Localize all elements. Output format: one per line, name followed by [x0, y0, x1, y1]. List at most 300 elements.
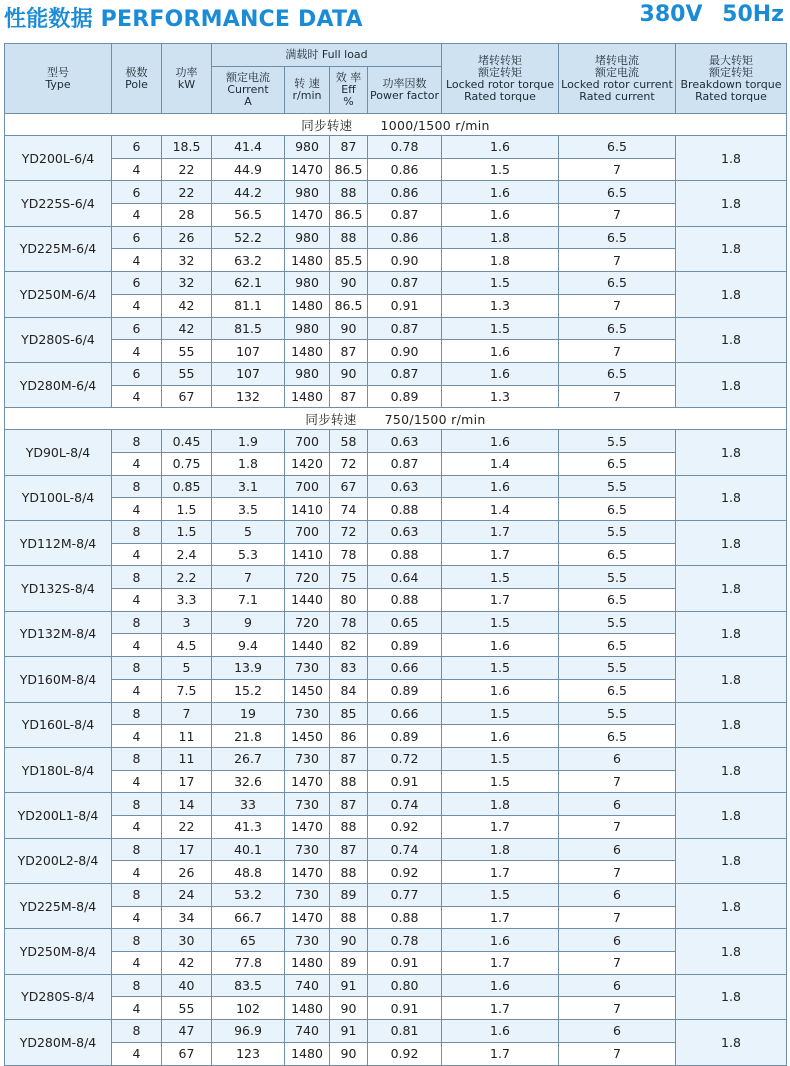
table-cell: 8: [112, 521, 162, 544]
table-cell: 0.90: [368, 340, 442, 363]
table-cell: 6.5: [559, 543, 676, 566]
table-cell: 90: [330, 929, 368, 952]
table-cell: 56.5: [212, 204, 285, 227]
table-cell: 6.5: [559, 725, 676, 748]
table-cell: 44.2: [212, 181, 285, 204]
table-cell: 53.2: [212, 884, 285, 907]
table-cell: 86: [330, 725, 368, 748]
table-cell: 6: [559, 884, 676, 907]
table-cell: 8: [112, 702, 162, 725]
header-type: 型号 Type: [5, 44, 112, 114]
table-cell: 6.5: [559, 452, 676, 475]
table-row: [5, 158, 787, 181]
table-cell: 980: [285, 181, 330, 204]
model-cell: YD112M-8/4: [5, 521, 112, 566]
table-cell: 1.5: [442, 747, 559, 770]
table-cell: 87: [330, 838, 368, 861]
table-cell: 7: [559, 340, 676, 363]
table-cell: 1.9: [212, 430, 285, 453]
table-cell: 8: [112, 430, 162, 453]
header-locked-rotor-torque: 堵转转矩 额定转矩 Locked rotor torque Rated torque: [442, 44, 559, 114]
table-cell: 1.7: [442, 861, 559, 884]
table-cell: 0.66: [368, 657, 442, 680]
voltage-frequency-label: 380V 50Hz: [639, 2, 784, 27]
table-cell: 40: [162, 974, 212, 997]
table-cell: 6: [559, 838, 676, 861]
table-cell: 0.78: [368, 136, 442, 159]
table-cell: 1.7: [442, 521, 559, 544]
table-cell: 5: [162, 657, 212, 680]
table-cell: 0.88: [368, 543, 442, 566]
breakdown-torque-cell: 1.8: [676, 929, 787, 974]
table-cell: 96.9: [212, 1020, 285, 1043]
breakdown-torque-cell: 1.8: [676, 884, 787, 929]
table-cell: 1.4: [442, 452, 559, 475]
table-cell: 0.91: [368, 770, 442, 793]
table-cell: 730: [285, 793, 330, 816]
table-cell: 1480: [285, 340, 330, 363]
table-cell: 0.87: [368, 204, 442, 227]
table-cell: 4: [112, 815, 162, 838]
table-cell: 1.5: [162, 521, 212, 544]
table-cell: 3.3: [162, 589, 212, 612]
table-cell: 4: [112, 861, 162, 884]
table-cell: 8: [112, 611, 162, 634]
model-cell: YD225M-6/4: [5, 226, 112, 271]
table-cell: 0.45: [162, 430, 212, 453]
table-row: [5, 770, 787, 793]
table-cell: 6.5: [559, 136, 676, 159]
table-cell: 1.5: [162, 498, 212, 521]
table-cell: 58: [330, 430, 368, 453]
table-cell: 6.5: [559, 362, 676, 385]
model-cell: YD280S-8/4: [5, 974, 112, 1019]
table-cell: 8: [112, 838, 162, 861]
table-cell: 26: [162, 861, 212, 884]
table-cell: 72: [330, 521, 368, 544]
table-cell: 55: [162, 997, 212, 1020]
table-cell: 89: [330, 952, 368, 975]
table-cell: 22: [162, 815, 212, 838]
table-cell: 47: [162, 1020, 212, 1043]
table-cell: 66.7: [212, 906, 285, 929]
table-cell: 42: [162, 317, 212, 340]
header-locked-rotor-current: 堵转电流 额定电流 Locked rotor current Rated current: [559, 44, 676, 114]
table-cell: 40.1: [212, 838, 285, 861]
table-cell: 0.86: [368, 226, 442, 249]
table-cell: 980: [285, 136, 330, 159]
table-cell: 0.63: [368, 521, 442, 544]
table-row: [5, 747, 787, 770]
table-cell: 740: [285, 1020, 330, 1043]
table-cell: 1470: [285, 204, 330, 227]
table-cell: 1.6: [442, 475, 559, 498]
model-cell: YD180L-8/4: [5, 747, 112, 792]
table-cell: 8: [112, 1020, 162, 1043]
table-cell: 0.86: [368, 158, 442, 181]
model-cell: YD280M-6/4: [5, 362, 112, 407]
table-cell: 87: [330, 747, 368, 770]
table-cell: 1.4: [442, 498, 559, 521]
table-cell: 7: [559, 770, 676, 793]
breakdown-torque-cell: 1.8: [676, 747, 787, 792]
table-cell: 21.8: [212, 725, 285, 748]
table-cell: 0.66: [368, 702, 442, 725]
table-cell: 1470: [285, 815, 330, 838]
table-body: [5, 114, 787, 1066]
table-cell: 0.63: [368, 430, 442, 453]
table-cell: 6: [112, 317, 162, 340]
title-bar: [0, 0, 790, 34]
table-cell: 86.5: [330, 294, 368, 317]
breakdown-torque-cell: 1.8: [676, 838, 787, 883]
table-cell: 1480: [285, 997, 330, 1020]
model-cell: YD160L-8/4: [5, 702, 112, 747]
table-cell: 0.75: [162, 452, 212, 475]
table-row: [5, 702, 787, 725]
table-row: [5, 679, 787, 702]
table-cell: 1.5: [442, 317, 559, 340]
table-cell: 123: [212, 1042, 285, 1065]
table-cell: 1.6: [442, 634, 559, 657]
section-label-text: 同步转速: [301, 117, 353, 133]
section-row: [5, 408, 787, 430]
table-cell: 4: [112, 249, 162, 272]
table-cell: 1440: [285, 634, 330, 657]
table-cell: 7: [559, 158, 676, 181]
table-cell: 720: [285, 566, 330, 589]
table-cell: 2.2: [162, 566, 212, 589]
table-cell: 88: [330, 861, 368, 884]
table-cell: 1.7: [442, 543, 559, 566]
table-cell: 44.9: [212, 158, 285, 181]
table-cell: 7: [212, 566, 285, 589]
table-cell: 2.4: [162, 543, 212, 566]
table-cell: 720: [285, 611, 330, 634]
table-cell: 11: [162, 725, 212, 748]
table-cell: 22: [162, 181, 212, 204]
table-cell: 24: [162, 884, 212, 907]
table-cell: 7.5: [162, 679, 212, 702]
table-cell: 700: [285, 430, 330, 453]
table-row: [5, 475, 787, 498]
table-cell: 700: [285, 475, 330, 498]
table-cell: 7: [559, 1042, 676, 1065]
table-row: [5, 543, 787, 566]
table-cell: 4: [112, 340, 162, 363]
table-row: [5, 362, 787, 385]
table-cell: 1.6: [442, 929, 559, 952]
table-cell: 980: [285, 317, 330, 340]
table-cell: 0.89: [368, 725, 442, 748]
breakdown-torque-cell: 1.8: [676, 793, 787, 838]
table-cell: 5.5: [559, 521, 676, 544]
table-cell: 1420: [285, 452, 330, 475]
table-cell: 730: [285, 929, 330, 952]
table-cell: 0.92: [368, 815, 442, 838]
table-cell: 0.91: [368, 294, 442, 317]
table-cell: 5.5: [559, 702, 676, 725]
table-cell: 34: [162, 906, 212, 929]
table-cell: 1.8: [442, 793, 559, 816]
table-cell: 0.89: [368, 385, 442, 408]
table-cell: 6: [559, 974, 676, 997]
table-cell: 88: [330, 906, 368, 929]
table-cell: 0.87: [368, 272, 442, 295]
table-cell: 1.8: [442, 838, 559, 861]
table-cell: 6: [559, 1020, 676, 1043]
table-cell: 88: [330, 226, 368, 249]
table-cell: 41.3: [212, 815, 285, 838]
breakdown-torque-cell: 1.8: [676, 362, 787, 407]
table-cell: 4: [112, 294, 162, 317]
table-cell: 980: [285, 226, 330, 249]
header-speed: 转 速 r/min: [285, 67, 330, 114]
table-cell: 740: [285, 974, 330, 997]
table-cell: 1450: [285, 679, 330, 702]
table-cell: 1480: [285, 385, 330, 408]
table-cell: 7: [559, 294, 676, 317]
page-title: 性能数据 PERFORMANCE DATA: [4, 7, 363, 32]
table-cell: 1.7: [442, 1042, 559, 1065]
table-cell: 5.5: [559, 475, 676, 498]
table-cell: 85.5: [330, 249, 368, 272]
table-row: [5, 249, 787, 272]
table-cell: 6.5: [559, 498, 676, 521]
table-cell: 730: [285, 702, 330, 725]
model-cell: YD250M-6/4: [5, 272, 112, 317]
section-label: [5, 114, 787, 136]
table-cell: 0.80: [368, 974, 442, 997]
header-power-factor: 功率因数 Power factor: [368, 67, 442, 114]
table-cell: 980: [285, 362, 330, 385]
table-cell: 1450: [285, 725, 330, 748]
header-full-load: 满载时 Full load: [212, 44, 442, 67]
table-cell: 6: [559, 747, 676, 770]
table-cell: 1470: [285, 861, 330, 884]
table-cell: 1.8: [442, 226, 559, 249]
table-cell: 1.5: [442, 884, 559, 907]
table-cell: 4: [112, 997, 162, 1020]
table-cell: 7: [559, 952, 676, 975]
table-cell: 6.5: [559, 272, 676, 295]
table-cell: 52.2: [212, 226, 285, 249]
table-cell: 1470: [285, 770, 330, 793]
breakdown-torque-cell: 1.8: [676, 317, 787, 362]
table-cell: 0.65: [368, 611, 442, 634]
table-cell: 8: [112, 793, 162, 816]
table-cell: 1.8: [212, 452, 285, 475]
breakdown-torque-cell: 1.8: [676, 226, 787, 271]
table-cell: 6: [559, 793, 676, 816]
table-cell: 63.2: [212, 249, 285, 272]
table-cell: 8: [112, 747, 162, 770]
table-row: [5, 226, 787, 249]
table-cell: 8: [112, 974, 162, 997]
table-cell: 30: [162, 929, 212, 952]
table-cell: 1.8: [442, 249, 559, 272]
table-row: [5, 272, 787, 295]
table-cell: 4: [112, 725, 162, 748]
table-cell: 1.6: [442, 430, 559, 453]
table-cell: 6.5: [559, 317, 676, 340]
breakdown-torque-cell: 1.8: [676, 702, 787, 747]
table-cell: 7: [559, 249, 676, 272]
table-row: [5, 997, 787, 1020]
table-cell: 3.1: [212, 475, 285, 498]
table-cell: 6.5: [559, 679, 676, 702]
table-row: [5, 952, 787, 975]
breakdown-torque-cell: 1.8: [676, 566, 787, 611]
breakdown-torque-cell: 1.8: [676, 272, 787, 317]
table-cell: 7.1: [212, 589, 285, 612]
table-cell: 87: [330, 136, 368, 159]
table-cell: 5: [212, 521, 285, 544]
table-row: [5, 929, 787, 952]
table-row: [5, 611, 787, 634]
table-cell: 1470: [285, 906, 330, 929]
table-cell: 0.74: [368, 838, 442, 861]
breakdown-torque-cell: 1.8: [676, 1020, 787, 1065]
table-cell: 6: [112, 272, 162, 295]
table-cell: 55: [162, 362, 212, 385]
table-row: [5, 793, 787, 816]
table-row: [5, 634, 787, 657]
table-cell: 7: [559, 861, 676, 884]
model-cell: YD160M-8/4: [5, 657, 112, 702]
table-cell: 1.6: [442, 181, 559, 204]
table-cell: 8: [112, 884, 162, 907]
table-row: [5, 884, 787, 907]
table-cell: 7: [559, 906, 676, 929]
table-cell: 74: [330, 498, 368, 521]
table-cell: 67: [162, 1042, 212, 1065]
table-cell: 87: [330, 385, 368, 408]
table-cell: 6.5: [559, 181, 676, 204]
table-row: [5, 340, 787, 363]
table-cell: 88: [330, 770, 368, 793]
table-cell: 6.5: [559, 226, 676, 249]
table-row: [5, 1042, 787, 1065]
table-cell: 32: [162, 249, 212, 272]
table-cell: 26.7: [212, 747, 285, 770]
table-cell: 11: [162, 747, 212, 770]
model-cell: YD132S-8/4: [5, 566, 112, 611]
table-cell: 1.6: [442, 340, 559, 363]
table-cell: 90: [330, 362, 368, 385]
table-cell: 77.8: [212, 952, 285, 975]
model-cell: YD100L-8/4: [5, 475, 112, 520]
table-cell: 1.3: [442, 294, 559, 317]
table-cell: 4: [112, 906, 162, 929]
table-cell: 4: [112, 634, 162, 657]
table-row: [5, 452, 787, 475]
table-cell: 83: [330, 657, 368, 680]
table-cell: 81.1: [212, 294, 285, 317]
table-cell: 42: [162, 952, 212, 975]
table-cell: 102: [212, 997, 285, 1020]
table-cell: 6: [112, 226, 162, 249]
table-cell: 5.5: [559, 611, 676, 634]
table-cell: 0.77: [368, 884, 442, 907]
table-cell: 1.6: [442, 362, 559, 385]
table-row: [5, 136, 787, 159]
table-cell: 87: [330, 793, 368, 816]
table-row: [5, 906, 787, 929]
table-cell: 78: [330, 611, 368, 634]
table-cell: 4: [112, 204, 162, 227]
table-cell: 1410: [285, 498, 330, 521]
section-label-text: 同步转速: [305, 411, 357, 427]
model-cell: YD90L-8/4: [5, 430, 112, 475]
header-pole: 极数 Pole: [112, 44, 162, 114]
model-cell: YD200L-6/4: [5, 136, 112, 181]
table-cell: 85: [330, 702, 368, 725]
table-cell: 0.89: [368, 679, 442, 702]
table-row: [5, 204, 787, 227]
breakdown-torque-cell: 1.8: [676, 611, 787, 656]
table-cell: 6.5: [559, 634, 676, 657]
table-cell: 4.5: [162, 634, 212, 657]
table-cell: 730: [285, 884, 330, 907]
table-cell: 0.86: [368, 181, 442, 204]
table-cell: 4: [112, 952, 162, 975]
table-cell: 0.81: [368, 1020, 442, 1043]
table-row: [5, 815, 787, 838]
table-cell: 5.5: [559, 566, 676, 589]
table-cell: 4: [112, 770, 162, 793]
table-cell: 0.91: [368, 997, 442, 1020]
table-cell: 730: [285, 657, 330, 680]
table-cell: 6: [559, 929, 676, 952]
table-cell: 1.7: [442, 815, 559, 838]
table-cell: 1480: [285, 1042, 330, 1065]
table-cell: 1.5: [442, 611, 559, 634]
table-cell: 15.2: [212, 679, 285, 702]
table-row: [5, 498, 787, 521]
table-cell: 700: [285, 521, 330, 544]
table-cell: 19: [212, 702, 285, 725]
table-row: [5, 294, 787, 317]
model-cell: YD200L2-8/4: [5, 838, 112, 883]
breakdown-torque-cell: 1.8: [676, 430, 787, 475]
table-cell: 0.85: [162, 475, 212, 498]
header-breakdown-torque: 最大转矩 额定转矩 Breakdown torque Rated torque: [676, 44, 787, 114]
table-cell: 1480: [285, 249, 330, 272]
header-kw: 功率 kW: [162, 44, 212, 114]
table-cell: 32.6: [212, 770, 285, 793]
breakdown-torque-cell: 1.8: [676, 136, 787, 181]
breakdown-torque-cell: 1.8: [676, 181, 787, 226]
table-cell: 90: [330, 1042, 368, 1065]
table-cell: 17: [162, 770, 212, 793]
table-cell: 1.6: [442, 136, 559, 159]
table-cell: 0.92: [368, 1042, 442, 1065]
table-cell: 13.9: [212, 657, 285, 680]
table-cell: 4: [112, 543, 162, 566]
table-cell: 730: [285, 747, 330, 770]
model-cell: YD225M-8/4: [5, 884, 112, 929]
table-cell: 1.5: [442, 770, 559, 793]
table-cell: 32: [162, 272, 212, 295]
table-cell: 26: [162, 226, 212, 249]
table-cell: 91: [330, 974, 368, 997]
table-cell: 0.78: [368, 929, 442, 952]
table-row: [5, 430, 787, 453]
table-row: [5, 385, 787, 408]
table-cell: 84: [330, 679, 368, 702]
table-cell: 107: [212, 362, 285, 385]
